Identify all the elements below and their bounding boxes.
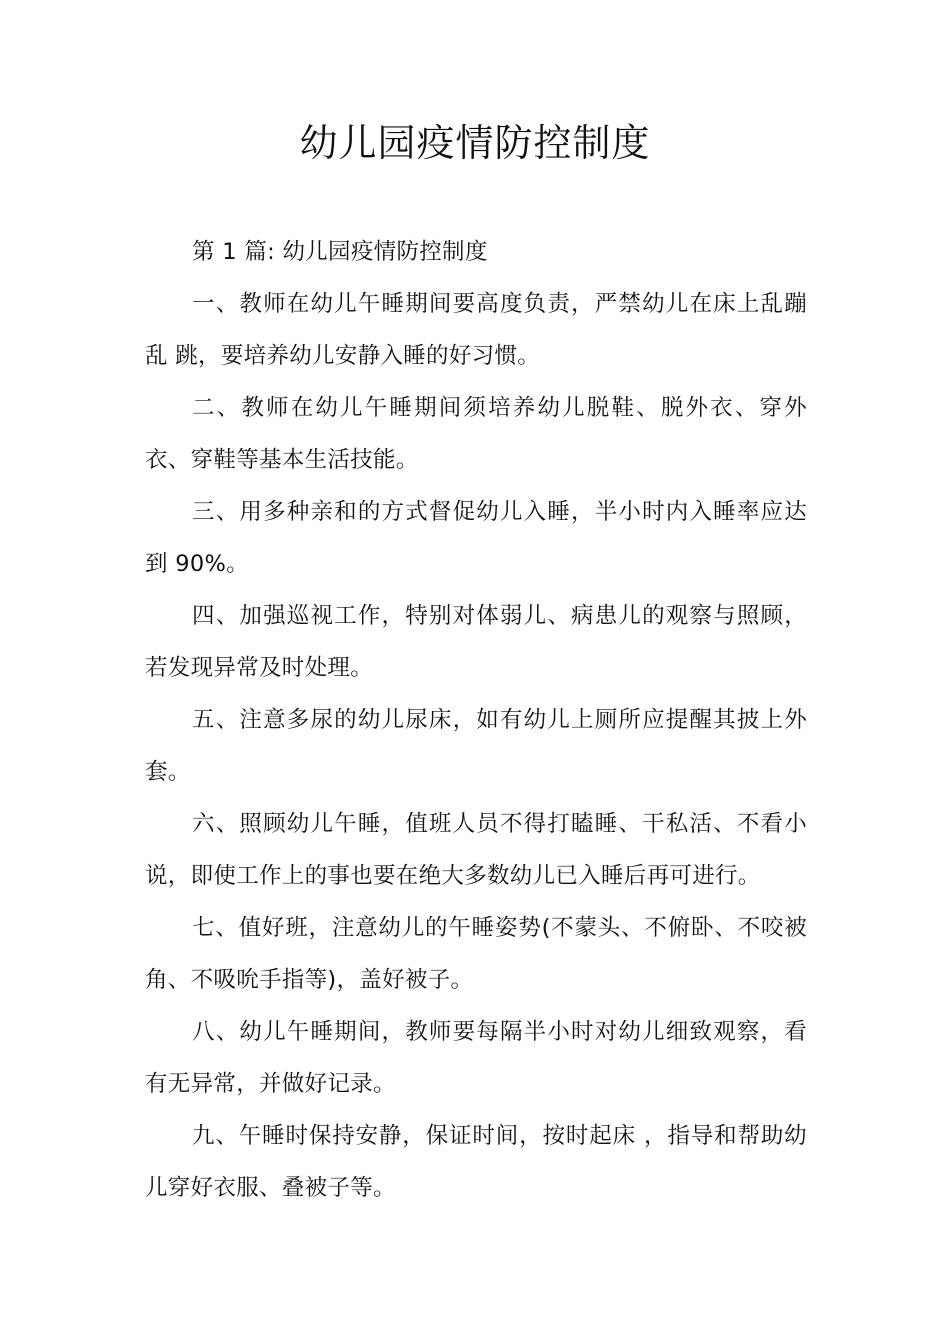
paragraph-chapter-heading: 第 1 篇: 幼儿园疫情防控制度 — [192, 239, 488, 265]
paragraph-rule-4: 四、加强巡视工作，特别对体弱儿、病患儿的观察与照顾，若发现异常及时处理。 — [145, 603, 807, 681]
paragraph-rule-2: 二、教师在幼儿午睡期间须培养幼儿脱鞋、脱外衣、穿外衣、穿鞋等基本生活技能。 — [145, 395, 807, 473]
paragraph-rule-7: 七、值好班，注意幼儿的午睡姿势(不蒙头、不俯卧、不咬被角、不吸吮手指等)，盖好被子。 — [145, 915, 807, 993]
paragraph-rule-6: 六、照顾幼儿午睡，值班人员不得打瞌睡、干私活、不看小说，即使工作上的事也要在绝大多数幼儿已入睡后再可进行。 — [145, 811, 807, 889]
paragraph-rule-9: 九、午睡时保持安静，保证时间，按时起床 ，指导和帮助幼儿穿好衣服、叠被子等。 — [145, 1123, 807, 1201]
document-body — [145, 226, 807, 1214]
paragraph-rule-1: 一、教师在幼儿午睡期间要高度负责，严禁幼儿在床上乱蹦乱 跳，要培养幼儿安静入睡的好习惯。 — [145, 291, 807, 369]
paragraph-rule-3: 三、用多种亲和的方式督促幼儿入睡，半小时内入睡率应达到 90%。 — [145, 499, 807, 577]
paragraph-rule-8: 八、幼儿午睡期间，教师要每隔半小时对幼儿细致观察，看有无异常，并做好记录。 — [145, 1019, 807, 1097]
document-title: 幼儿园疫情防控制度 — [299, 121, 651, 165]
paragraph-rule-5: 五、注意多尿的幼儿尿床，如有幼儿上厕所应提醒其披上外套。 — [145, 707, 807, 785]
